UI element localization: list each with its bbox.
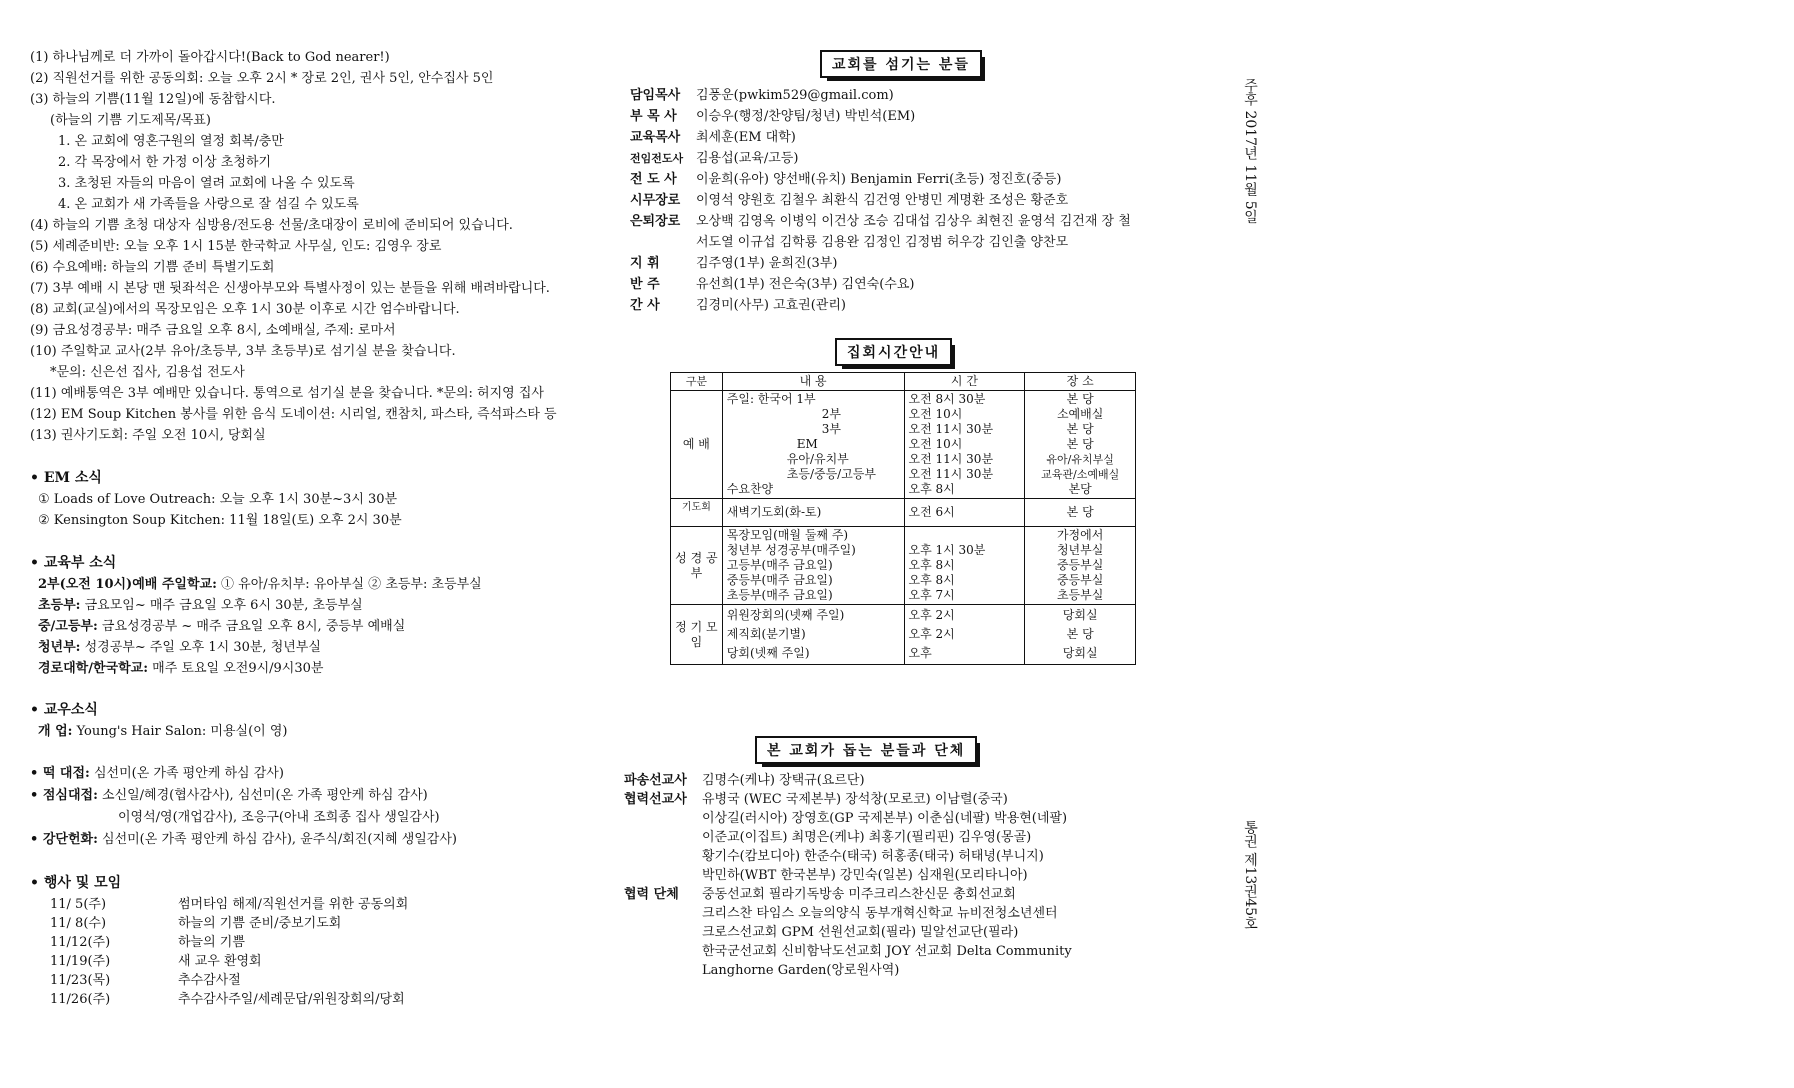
schedule-place-item: 본 당 bbox=[1066, 392, 1094, 406]
treat-line bbox=[30, 788, 428, 804]
staff-role: 반 주 bbox=[630, 277, 660, 292]
announcement: (4) 하늘의 기쁨 초청 대상자 심방용/전도용 선물/초대장이 로비에 준비되어 있습니다. bbox=[30, 218, 513, 233]
schedule-group-label: 예 배 bbox=[671, 391, 723, 499]
mission-row bbox=[624, 925, 1018, 941]
staff-names: 이영석 양원호 김철우 최환식 김건영 안병민 계명환 조성은 황준호 bbox=[696, 193, 1069, 208]
schedule-group-label: 기도회 bbox=[671, 499, 723, 527]
education-text: ① 유아/유치부: 유아부실 ② 초등부: 초등부실 bbox=[216, 577, 482, 592]
announcement: (12) EM Soup Kitchen 봉사를 위한 음식 도네이션: 시리얼, 캔참치, 파스타, 즉석파스타 등 bbox=[30, 407, 557, 422]
left-column bbox=[30, 50, 620, 1050]
announcement: (1) 하나님께로 더 가까이 돌아갑시다!(Back to God nearer!) bbox=[30, 50, 390, 65]
schedule-place bbox=[1025, 527, 1136, 605]
treat-line bbox=[30, 832, 457, 848]
mission-row bbox=[624, 830, 1031, 846]
staff-names: 서도열 이규섭 김학룡 김용완 김정인 김정범 허우강 김인출 양찬모 bbox=[696, 235, 1069, 250]
schedule-place-item: 초등부실 bbox=[1056, 588, 1104, 602]
schedule-place-item: 청년부실 bbox=[1056, 543, 1104, 557]
education-text: 매주 토요일 오전9시/9시30분 bbox=[148, 661, 324, 676]
schedule-item: EM bbox=[796, 437, 818, 451]
staff-row bbox=[630, 151, 798, 167]
schedule-time-item: 오전 10시 bbox=[908, 407, 963, 421]
schedule-place-item: 본 당 bbox=[1066, 505, 1094, 519]
announcement: (13) 권사기도회: 주일 오전 10시, 당회실 bbox=[30, 428, 266, 443]
mission-text: Langhorne Garden(앙로원사역) bbox=[702, 963, 900, 978]
schedule-title: 집회시간안내 bbox=[835, 338, 952, 366]
schedule-place-item: 본 당 bbox=[1066, 627, 1094, 641]
schedule-time-item: 오전 6시 bbox=[908, 505, 955, 519]
schedule-time-item: 오전 11시 30분 bbox=[908, 422, 994, 436]
staff-row bbox=[630, 214, 1131, 230]
education-label: 2부(오전 10시)예배 주일학교: bbox=[38, 577, 217, 592]
announcement: 3. 초청된 자들의 마음이 열려 교회에 나올 수 있도록 bbox=[58, 176, 355, 191]
schedule-header: 장 소 bbox=[1025, 373, 1136, 391]
schedule-time-item bbox=[909, 528, 1021, 543]
staff-names: 오상백 김영옥 이병익 이건상 조승 김대섭 김상우 최현진 윤영석 김건재 장 철 bbox=[696, 214, 1131, 229]
staff-role: 은퇴장로 bbox=[630, 214, 681, 229]
event-date: 11/23(목) bbox=[50, 973, 111, 988]
announcement: (5) 세례준비반: 오늘 오후 1시 15분 한국학교 사무실, 인도: 김영우 장로 bbox=[30, 239, 442, 254]
schedule-item: 수요찬양 bbox=[726, 482, 774, 496]
schedule-row-prayer bbox=[671, 499, 1136, 527]
mission-label: 협력 단체 bbox=[624, 887, 679, 902]
staff-role: 부 목 사 bbox=[630, 109, 677, 124]
mission-text: 박민하(WBT 한국본부) 강민숙(일본) 심재원(모리타니아) bbox=[702, 868, 1028, 883]
mission-row bbox=[624, 773, 865, 789]
staff-row bbox=[630, 277, 915, 293]
schedule-place-item: 본당 bbox=[1068, 482, 1092, 496]
schedule-time-item: 오후 8시 bbox=[908, 482, 955, 496]
mission-label: 협력선교사 bbox=[624, 792, 687, 807]
member-news-text: Young's Hair Salon: 미용실(이 영) bbox=[72, 724, 288, 739]
education-line bbox=[38, 661, 323, 677]
schedule-time-item: 오후 7시 bbox=[908, 588, 955, 602]
schedule-content bbox=[722, 499, 904, 527]
mission-label: 파송선교사 bbox=[624, 773, 687, 788]
schedule-time-item: 오후 8시 bbox=[908, 573, 955, 587]
education-text: 금요모임~ 매주 금요일 오후 6시 30분, 초등부실 bbox=[80, 598, 363, 613]
schedule-place-item: 본 당 bbox=[1066, 437, 1094, 451]
mission-text: 중동선교회 필라기독방송 미주크리스찬신문 총회선교회 bbox=[702, 887, 1016, 902]
schedule-item: 고등부(매주 금요일) bbox=[726, 558, 833, 572]
announcement: 4. 온 교회가 새 가족들을 사랑으로 잘 섬길 수 있도록 bbox=[58, 197, 359, 212]
staff-role: 간 사 bbox=[630, 298, 660, 313]
education-text: 금요성경공부 ~ 매주 금요일 오후 8시, 중등부 예배실 bbox=[97, 619, 406, 634]
schedule-item: 주일: 한국어 1부 bbox=[726, 392, 816, 406]
announcement: (2) 직원선거를 위한 공동의회: 오늘 오후 2시 * 장로 2인, 권사 5인, 안수집사 5인 bbox=[30, 71, 494, 86]
treat-label: • 떡 대접: bbox=[30, 766, 90, 781]
schedule-row-worship bbox=[671, 391, 1136, 499]
mission-text: 한국군선교회 신비함낙도선교회 JOY 선교회 Delta Community bbox=[702, 944, 1072, 959]
schedule-place bbox=[1025, 605, 1136, 665]
staff-role: 시무장로 bbox=[630, 193, 681, 208]
mission-text: 유병국 (WEC 국제본부) 장석창(모로코) 이남렬(중국) bbox=[702, 792, 1008, 807]
schedule-time-item: 오전 8시 30분 bbox=[908, 392, 986, 406]
treat-text: 소신일/혜경(협사감사), 심선미(온 가족 평안케 하심 감사) bbox=[97, 788, 428, 803]
announcement: (11) 예배통역은 3부 예배만 있습니다. 통역으로 섬기실 분을 찾습니다. *문의: 허지영 집사 bbox=[30, 386, 544, 401]
staff-row bbox=[630, 298, 846, 314]
schedule-time-item: 오후 2시 bbox=[908, 627, 955, 641]
staff-names: 이승우(행정/찬양팀/청년) 박빈석(EM) bbox=[696, 109, 916, 124]
volume-number: 통권 제13권45호 bbox=[1242, 820, 1258, 931]
schedule-item: 청년부 성경공부(매주일) bbox=[726, 543, 856, 557]
schedule-group-label: 성 경 공 부 bbox=[671, 527, 723, 605]
mission-text: 이준교(이집트) 최명은(케냐) 최홍기(필리핀) 김우영(몽골) bbox=[702, 830, 1032, 845]
schedule-header: 구분 bbox=[671, 373, 723, 391]
staff-row bbox=[630, 193, 1068, 209]
schedule-place-item: 본 당 bbox=[1066, 422, 1094, 436]
member-news-label: 개 업: bbox=[38, 724, 73, 739]
treat-text: 심선미(온 가족 평안케 하심 감사) bbox=[89, 766, 284, 781]
schedule-time-item: 오후 bbox=[908, 646, 932, 660]
mission-text: 이상길(러시아) 장영호(GP 국제본부) 이춘심(네팔) 박용현(네팔) bbox=[702, 811, 1068, 826]
member-news-line bbox=[38, 724, 288, 740]
schedule-place-item: 교육관/소예배실 bbox=[1041, 468, 1120, 481]
events-title: • 행사 및 모임 bbox=[30, 875, 122, 891]
staff-names: 이윤희(유아) 양선배(유치) Benjamin Ferri(초등) 정진호(중등) bbox=[696, 172, 1062, 187]
staff-names: 유선희(1부) 전은숙(3부) 김연숙(수요) bbox=[696, 277, 915, 292]
education-line bbox=[38, 577, 482, 593]
staff-row bbox=[630, 88, 894, 104]
announcement: (6) 수요예배: 하늘의 기쁨 준비 특별기도회 bbox=[30, 260, 275, 275]
mission-row bbox=[624, 887, 1016, 903]
schedule-header: 내 용 bbox=[722, 373, 904, 391]
event-date: 11/26(주) bbox=[50, 992, 111, 1007]
schedule-item: 2부 bbox=[821, 407, 841, 421]
treat-label: • 점심대접: bbox=[30, 788, 98, 803]
schedule-content bbox=[722, 605, 904, 665]
announcement: (3) 하늘의 기쁨(11월 12일)에 동참합시다. bbox=[30, 92, 276, 107]
event-date: 11/12(주) bbox=[50, 935, 111, 950]
mission-row bbox=[624, 849, 1044, 865]
education-line bbox=[38, 640, 321, 656]
mission-row bbox=[624, 868, 1028, 884]
schedule-header: 시 간 bbox=[904, 373, 1025, 391]
schedule-place-item: 소예배실 bbox=[1056, 407, 1104, 421]
staff-role: 지 휘 bbox=[630, 256, 660, 271]
mission-row bbox=[624, 906, 1058, 922]
schedule-item: 초등부(매주 금요일) bbox=[726, 588, 833, 602]
schedule-place-item: 중등부실 bbox=[1056, 558, 1104, 572]
mission-row bbox=[624, 944, 1072, 960]
mission-text: 크리스찬 타임스 오늘의양식 동부개혁신학교 뉴비전청소년센터 bbox=[702, 906, 1058, 921]
schedule-item: 제직회(분기별) bbox=[726, 627, 806, 641]
right-column bbox=[624, 50, 1190, 1050]
event-date: 11/ 5(주) bbox=[50, 897, 107, 912]
staff-names: 김풍운(pwkim529@gmail.com) bbox=[696, 88, 894, 103]
staff-row bbox=[630, 172, 1061, 188]
mission-title: 본 교회가 돕는 분들과 단체 bbox=[755, 736, 977, 764]
announcement: (9) 금요성경공부: 매주 금요일 오후 8시, 소예배실, 주제: 로마서 bbox=[30, 323, 396, 338]
staff-role: 전임전도사 bbox=[630, 152, 684, 165]
schedule-item: 중등부(매주 금요일) bbox=[726, 573, 833, 587]
schedule-place-item: 당회실 bbox=[1062, 646, 1098, 660]
staff-row bbox=[630, 235, 1068, 251]
schedule-place-item: 중등부실 bbox=[1056, 573, 1104, 587]
schedule-time bbox=[904, 499, 1025, 527]
staff-names: 김용섭(교육/고등) bbox=[696, 151, 799, 166]
event-desc: 새 교우 환영회 bbox=[178, 954, 262, 969]
member-news-title: • 교우소식 bbox=[30, 702, 98, 718]
staff-row bbox=[630, 130, 796, 146]
schedule-place-item: 가정에서 bbox=[1056, 528, 1104, 542]
announcement: *문의: 신은선 집사, 김용섭 전도사 bbox=[50, 365, 245, 380]
staff-title: 교회를 섬기는 분들 bbox=[820, 50, 982, 78]
staff-names: 최세훈(EM 대학) bbox=[696, 130, 796, 145]
announcement: 2. 각 목장에서 한 가정 이상 초청하기 bbox=[58, 155, 272, 170]
schedule-item: 3부 bbox=[821, 422, 841, 436]
education-line bbox=[38, 619, 405, 635]
schedule-place bbox=[1025, 391, 1136, 499]
education-label: 청년부: bbox=[38, 640, 81, 655]
event-date: 11/19(주) bbox=[50, 954, 111, 969]
schedule-time-item: 오전 11시 30분 bbox=[908, 467, 994, 481]
mission-text: 크로스선교회 GPM 선원선교회(필라) 밀알선교단(필라) bbox=[702, 925, 1019, 940]
staff-row bbox=[630, 109, 915, 125]
schedule-time-item: 오전 10시 bbox=[908, 437, 963, 451]
schedule-time bbox=[904, 605, 1025, 665]
schedule-place-item: 유아/유치부실 bbox=[1046, 453, 1114, 466]
em-news-item: ② Kensington Soup Kitchen: 11월 18일(토) 오후 2시 30분 bbox=[38, 513, 402, 528]
issue-date: 주후 2017년 11월 5일 bbox=[1242, 78, 1258, 224]
schedule-place bbox=[1025, 499, 1136, 527]
schedule-row-meetings bbox=[671, 605, 1136, 665]
education-label: 중/고등부: bbox=[38, 619, 98, 634]
staff-role: 전 도 사 bbox=[630, 172, 677, 187]
schedule-item: 유아/유치부 bbox=[786, 452, 849, 466]
em-news-item: ① Loads of Love Outreach: 오늘 오후 1시 30분~3시 30분 bbox=[38, 492, 398, 507]
mission-text: 황기수(캄보디아) 한준수(태국) 허홍종(태국) 허태녕(부니지) bbox=[702, 849, 1044, 864]
treat-text: 심선미(온 가족 평안케 하심 감사), 윤주식/회진(지혜 생일감사) bbox=[97, 832, 457, 847]
staff-role: 담임목사 bbox=[630, 88, 681, 103]
mission-row bbox=[624, 811, 1067, 827]
mission-row bbox=[624, 792, 1008, 808]
announcement: (하늘의 기쁨 기도제목/목표) bbox=[50, 113, 211, 128]
schedule-item: 초등/중등/고등부 bbox=[786, 467, 876, 481]
staff-role: 교육목사 bbox=[630, 130, 681, 145]
schedule-time-item: 오후 8시 bbox=[908, 558, 955, 572]
schedule-time-item: 오전 11시 30분 bbox=[908, 452, 994, 466]
mission-text: 김명수(케냐) 장택규(요르단) bbox=[702, 773, 865, 788]
treat-text: 이영석/영(개업감사), 조응구(아내 조희종 집사 생일감사) bbox=[118, 810, 440, 825]
schedule-time-item: 오후 2시 bbox=[908, 608, 955, 622]
announcement: 1. 온 교회에 영혼구원의 열정 회복/충만 bbox=[58, 134, 284, 149]
staff-names: 김경미(사무) 고효권(관리) bbox=[696, 298, 846, 313]
education-news-title: • 교육부 소식 bbox=[30, 555, 117, 571]
schedule-group-label: 정 기 모 임 bbox=[671, 605, 723, 665]
announcement: (7) 3부 예배 시 본당 맨 뒷좌석은 신생아부모와 특별사정이 있는 분들을 위해 배려바랍니다. bbox=[30, 281, 550, 296]
schedule-item: 목장모임(매월 둘째 주) bbox=[726, 528, 849, 542]
schedule-row-bible-study bbox=[671, 527, 1136, 605]
education-label: 경로대학/한국학교: bbox=[38, 661, 149, 676]
schedule-item: 위원장회의(넷째 주일) bbox=[726, 608, 845, 622]
schedule-content bbox=[722, 527, 904, 605]
treat-line bbox=[118, 810, 440, 826]
event-desc: 하늘의 기쁨 bbox=[178, 935, 245, 950]
schedule-time bbox=[904, 527, 1025, 605]
schedule-table bbox=[670, 372, 1136, 665]
staff-row bbox=[630, 256, 837, 272]
announcement: (8) 교회(교실)에서의 목장모임은 오후 1시 30분 이후로 시간 엄수바랍니다. bbox=[30, 302, 460, 317]
em-news-title: • EM 소식 bbox=[30, 470, 102, 486]
schedule-header-row bbox=[671, 373, 1136, 391]
event-desc: 하늘의 기쁨 준비/중보기도회 bbox=[178, 916, 342, 931]
event-desc: 추수감사주일/세례문답/위원장회의/당회 bbox=[178, 992, 405, 1007]
schedule-item: 새벽기도회(화-토) bbox=[726, 505, 822, 519]
mission-row bbox=[624, 963, 899, 979]
education-line bbox=[38, 598, 363, 614]
education-text: 성경공부~ 주일 오후 1시 30분, 청년부실 bbox=[80, 640, 321, 655]
event-desc: 썸머타임 해제/직원선거를 위한 공동의회 bbox=[178, 897, 409, 912]
schedule-item: 당회(넷째 주일) bbox=[726, 646, 810, 660]
event-desc: 추수감사절 bbox=[178, 973, 241, 988]
schedule-place-item: 당회실 bbox=[1062, 608, 1098, 622]
treat-line bbox=[30, 766, 284, 782]
schedule-time bbox=[904, 391, 1025, 499]
schedule-content bbox=[722, 391, 904, 499]
schedule-time-item: 오후 1시 30분 bbox=[908, 543, 986, 557]
staff-names: 김주영(1부) 윤희진(3부) bbox=[696, 256, 838, 271]
announcement: (10) 주일학교 교사(2부 유아/초등부, 3부 초등부)로 섬기실 분을 찾습니다. bbox=[30, 344, 456, 359]
education-label: 초등부: bbox=[38, 598, 81, 613]
treat-label: • 강단헌화: bbox=[30, 832, 98, 847]
event-date: 11/ 8(수) bbox=[50, 916, 107, 931]
